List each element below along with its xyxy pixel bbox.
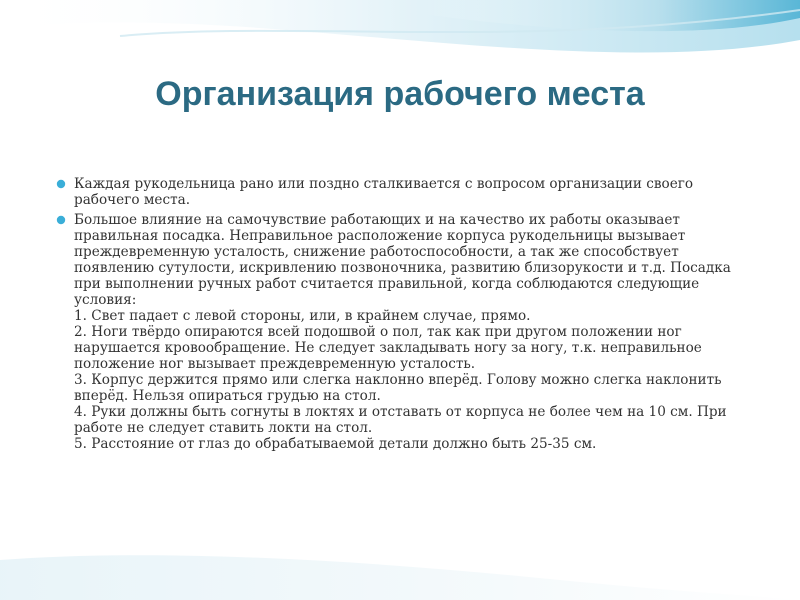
paragraph: Большое влияние на самочувствие работающих и на качество их работы оказывает правильная посадка. Неправильное расположение корпуса рукодельницы вызывает преждевременную усталость, снижение работоспособности, а так же способствует появлению сутулости, искривлению позвоночника, развитию близорукости и т.д. Посадка при выполнении ручных работ считается правильной, когда соблюдаются следующие условия:	[74, 212, 731, 308]
bullet-list	[56, 176, 756, 456]
bottom-wave	[0, 555, 800, 600]
list-item	[56, 212, 756, 452]
condition-2: 2. Ноги твёрдо опираются всей подошвой о пол, так как при другом положении ног нарушается кровообращение. Не следует закладывать ногу за ногу, т.к. неправильное положение ног вызывает преждевременную усталость.	[74, 324, 702, 372]
condition-5: 5. Расстояние от глаз до обрабатываемой детали должно быть 25-35 см.	[74, 436, 597, 452]
condition-3: 3. Корпус держится прямо или слегка наклонно вперёд. Голову можно слегка наклонить вперёд. Нельзя опираться грудью на стол.	[74, 372, 722, 404]
page-title: Организация рабочего места	[155, 75, 645, 113]
paragraph: Каждая рукодельница рано или поздно сталкивается с вопросом организации своего рабочего места.	[74, 176, 694, 208]
bullet-icon	[56, 215, 66, 225]
condition-1: 1. Свет падает с левой стороны, или, в крайнем случае, прямо.	[74, 308, 531, 324]
condition-4: 4. Руки должны быть согнуты в локтях и отставать от корпуса не более чем на 10 см. При работе не следует ставить локти на стол.	[74, 404, 727, 436]
list-item	[56, 176, 756, 208]
bullet-icon	[56, 179, 66, 189]
